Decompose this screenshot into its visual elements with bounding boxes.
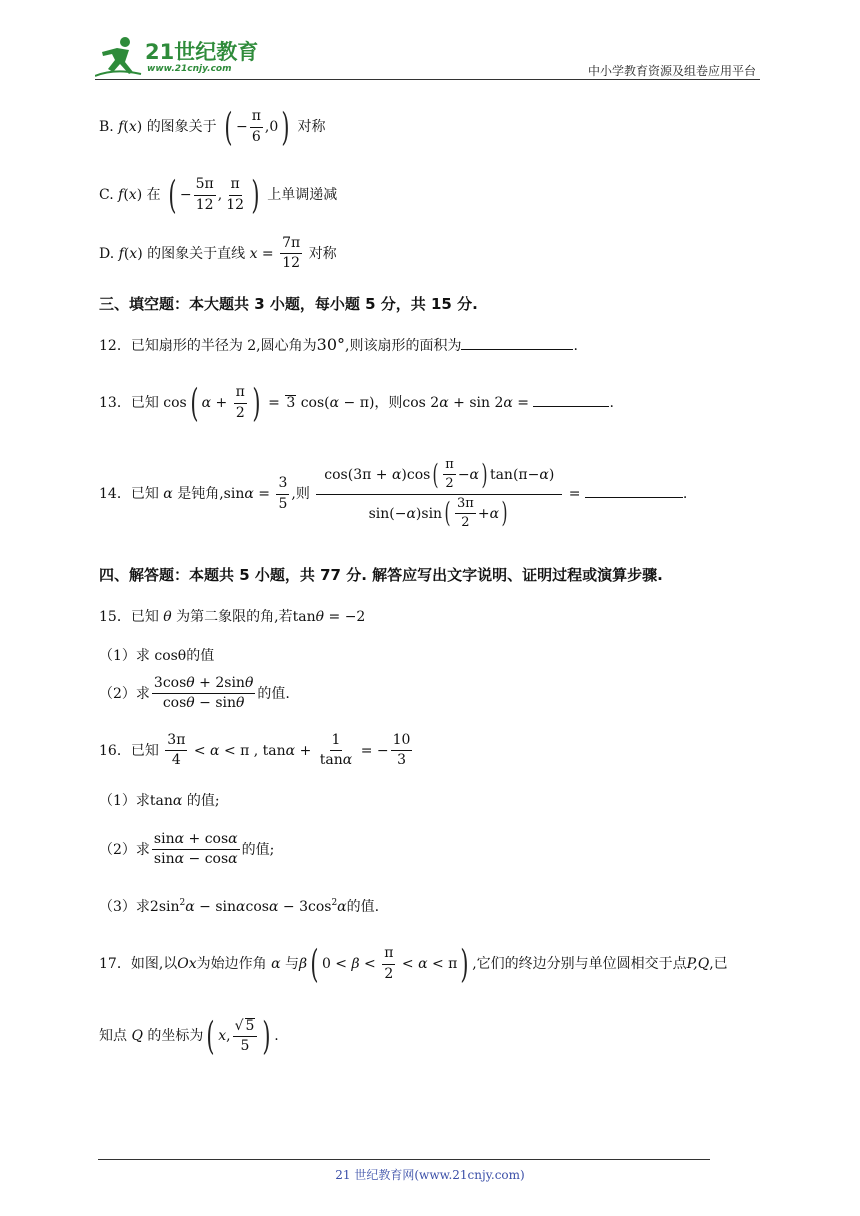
question-13: 13．已知 cos( α + $\frac{\pi}{2}$ ) = 3 cos(α − π)，则cos 2α + sin 2α = . <box>99 381 614 425</box>
logo-text: 21世纪教育 <box>145 40 259 64</box>
header-platform-text: 中小学教育资源及组卷应用平台 <box>587 64 756 78</box>
runner-logo-icon <box>95 34 143 78</box>
question-16: 16．已知 $\frac{3\pi}{4}$ < α < π , tanα + $\frac{1}{\tan\alpha}$ = − $\frac{10}{3}$ <box>99 732 411 769</box>
question-15-part-1: （1）求 cosθ的值 <box>99 648 215 664</box>
site-logo <box>95 34 265 80</box>
logo-url: www.21cnjy.com <box>147 64 232 74</box>
question-16-part-3: （3）求$2\sin^2\alpha - \sin\alpha\cos\alpha - 3\cos^2\alpha$的值. <box>99 898 380 915</box>
answer-blank-14[interactable] <box>585 485 683 498</box>
question-12: 12．已知扇形的半径为 2,圆心角为30°,则该扇形的面积为 . <box>99 335 578 354</box>
option-d: D. f(x) 的图象关于直线 x = $\frac{7\pi}{12}$ 对称 <box>99 235 337 272</box>
section-solve-title: 四、解答题：本题共 5 小题，共 77 分. 解答应写出文字说明、证明过程或演算步骤. <box>99 566 663 584</box>
section-fill-in-title: 三、填空题：本大题共 3 小题，每小题 5 分，共 15 分. <box>99 295 478 313</box>
answer-blank-12[interactable] <box>461 337 573 350</box>
option-b: B. f(x) 的图象关于 ( − $\frac{\pi}{6}$ ,0) 对称 <box>99 105 326 149</box>
option-c: C. f(x) 在 ( − $\frac{5\pi}{12}$ , $\frac{\pi}{12}$ ) 上单调递减 <box>99 173 338 217</box>
footer-text[interactable]: 21 世纪教育网(www.21cnjy.com) <box>335 1168 525 1182</box>
question-15-part-2: （2）求 $\frac{3\cos\theta + 2\sin\theta}{\cos\theta - \sin\theta}$ 的值. <box>99 675 290 712</box>
header-divider <box>95 79 760 80</box>
question-16-part-2: （2）求 $\frac{\sin\alpha + \cos\alpha}{\sin\alpha - \cos\alpha}$ 的值; <box>99 831 275 868</box>
question-17: 17．如图,以Ox为始边作角 α 与β( 0 < β < $\frac{\pi}{2}$ < α < π) ,它们的终边分别与单位圆相交于点P,Q,已 <box>99 942 728 986</box>
question-15: 15．已知 θ 为第二象限的角,若tanθ = −2 <box>99 609 366 625</box>
question-14: 14．已知 α 是钝角,sinα = $\frac{3}{5}$ ,则 cos(3π + α)cos( $\frac{\pi}{2}$ −α) tan(π−α) sin(−α)sin( $\frac{3\pi}{2}$ +α) = . <box>99 457 688 530</box>
answer-blank-13[interactable] <box>533 394 609 407</box>
question-17-line-2: 知点 Q 的坐标为( x, $\frac{√ 5}{5}$ ) . <box>99 1014 279 1058</box>
question-16-part-1: （1）求tanα 的值; <box>99 793 220 809</box>
footer-divider <box>98 1159 710 1160</box>
